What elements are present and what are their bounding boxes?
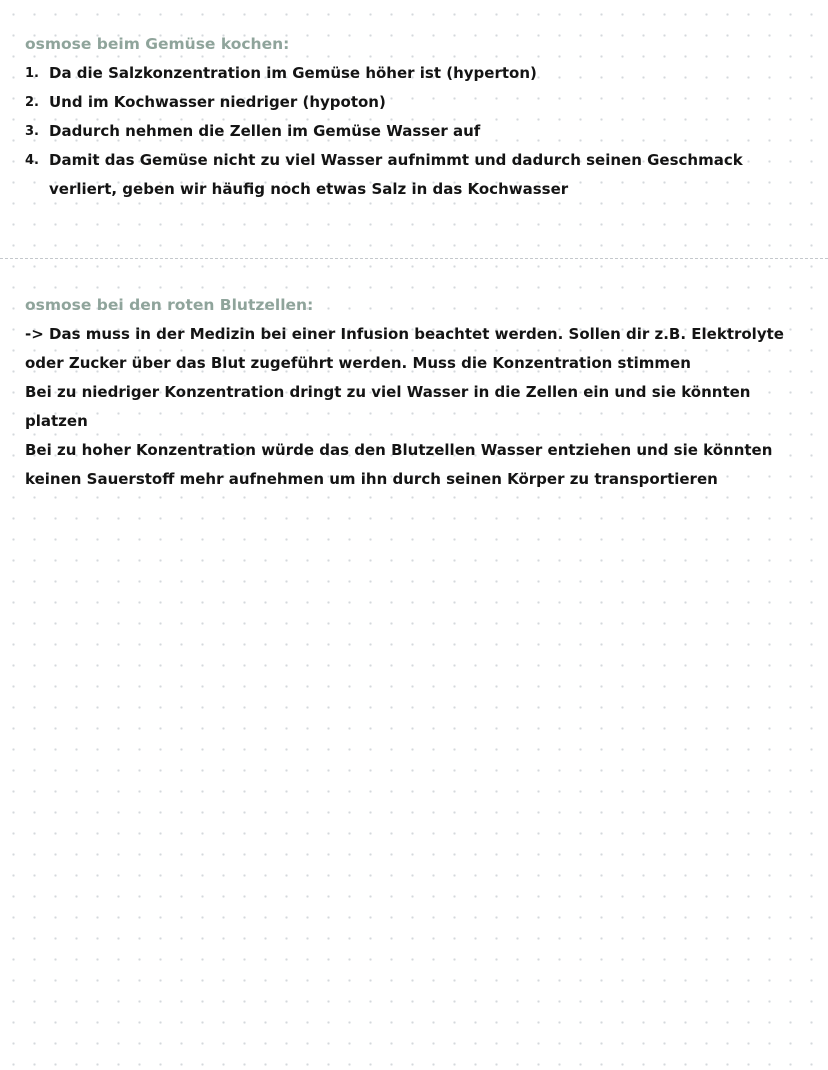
- text-line: -> Das muss in der Medizin bei einer Infusion beachtet werden. Sollen dir z.B. Elektrolyte: [25, 325, 784, 343]
- section-heading: osmose bei den roten Blutzellen:: [25, 296, 314, 314]
- section-divider: [0, 258, 828, 259]
- section-osmose-gemuese: [0, 33, 828, 204]
- section-heading: osmose beim Gemüse kochen:: [25, 35, 290, 53]
- list-item-text: Da die Salzkonzentration im Gemüse höher ist (hyperton): [49, 64, 537, 82]
- list-item-text: Dadurch nehmen die Zellen im Gemüse Wasser auf: [49, 122, 481, 140]
- list-number: 1.: [25, 66, 39, 81]
- list-item: [0, 117, 828, 146]
- text-line: platzen: [25, 412, 88, 430]
- list-number: 2.: [25, 95, 39, 110]
- section-osmose-blutzellen: [0, 294, 828, 494]
- list-item-text: Damit das Gemüse nicht zu viel Wasser aufnimmt und dadurch seinen Geschmack verliert, geben wir häufig noch etwas Salz in das Kochwasser: [49, 151, 743, 198]
- list-item: [0, 59, 828, 88]
- list-number: 3.: [25, 124, 39, 139]
- text-line: keinen Sauerstoff mehr aufnehmen um ihn durch seinen Körper zu transportieren: [25, 470, 718, 488]
- list-item-text: Und im Kochwasser niedriger (hypoton): [49, 93, 386, 111]
- list-number: 4.: [25, 153, 39, 168]
- text-line: oder Zucker über das Blut zugeführt werden. Muss die Konzentration stimmen: [25, 354, 691, 372]
- numbered-list: [0, 59, 828, 204]
- list-item: [0, 88, 828, 117]
- text-line: Bei zu niedriger Konzentration dringt zu viel Wasser in die Zellen ein und sie könnten: [25, 383, 751, 401]
- list-item: [0, 146, 828, 204]
- body-text: [0, 320, 828, 494]
- text-line: Bei zu hoher Konzentration würde das den Blutzellen Wasser entziehen und sie könnten: [25, 441, 773, 459]
